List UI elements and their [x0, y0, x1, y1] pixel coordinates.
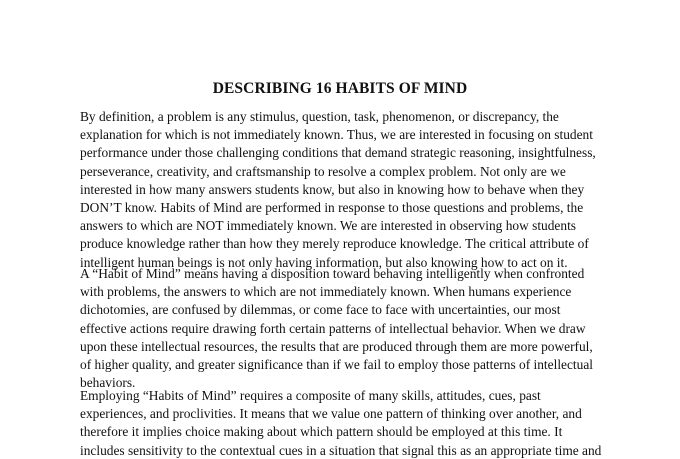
paragraph-line: with problems, the answers to which are not immediately known. When humans experience	[80, 284, 572, 300]
paragraph-line: of higher quality, and greater significance than if we fail to employ those patterns of intellectual	[80, 357, 594, 373]
paragraph-habit-of-mind	[80, 265, 608, 392]
paragraph-line: By definition, a problem is any stimulus, question, task, phenomenon, or discrepancy, the	[80, 109, 559, 124]
paragraph-line: experiences, and proclivities. It means that we value one pattern of thinking over another, and	[80, 406, 582, 422]
paragraph-line: A “Habit of Mind” means having a disposition toward behaving intelligently when confronted	[80, 266, 585, 281]
paragraph-line: behaviors.	[80, 375, 136, 391]
paragraph-definition	[80, 108, 608, 272]
paragraph-line: DON’T know. Habits of Mind are performed in response to those questions and problems, the	[80, 200, 584, 216]
paragraph-line: perseverance, creativity, and craftsmanship to resolve a complex problem. Not only are we	[80, 163, 566, 179]
paragraph-line: answers to which are NOT immediately known. We are interested in observing how students	[80, 218, 576, 234]
paragraph-line: intelligent human beings is not only having information, but also knowing how to act on it.	[80, 254, 568, 270]
paragraph-line: effective actions require drawing forth certain patterns of intellectual behavior. When we draw	[80, 320, 586, 336]
paragraph-line: interested in how many answers students know, but also in knowing how to behave when they	[80, 181, 585, 197]
paragraph-line: dichotomies, are confused by dilemmas, or come face to face with uncertainties, our most	[80, 302, 561, 318]
paragraph-line: therefore it implies choice making about which pattern should be employed at this time. It	[80, 424, 563, 440]
paragraph-line: Employing “Habits of Mind” requires a composite of many skills, attitudes, cues, past	[80, 388, 541, 403]
paragraph-line: produce knowledge rather than how they merely reproduce knowledge. The critical attribute of	[80, 236, 589, 252]
document-title: DESCRIBING 16 HABITS OF MIND	[212, 80, 468, 97]
paragraph-line: explanation for which is not immediately known. Thus, we are interested in focusing on student	[80, 127, 593, 143]
paragraph-line: performance under those challenging conditions that demand strategic reasoning, insightfulness,	[80, 145, 596, 161]
paragraph-line: upon these intellectual resources, the results that are produced through them are more powerful,	[80, 338, 593, 354]
paragraph-line: includes sensitivity to the contextual cues in a situation that signal this as an appropriate time and	[80, 442, 602, 458]
paragraph-employing	[80, 387, 608, 459]
